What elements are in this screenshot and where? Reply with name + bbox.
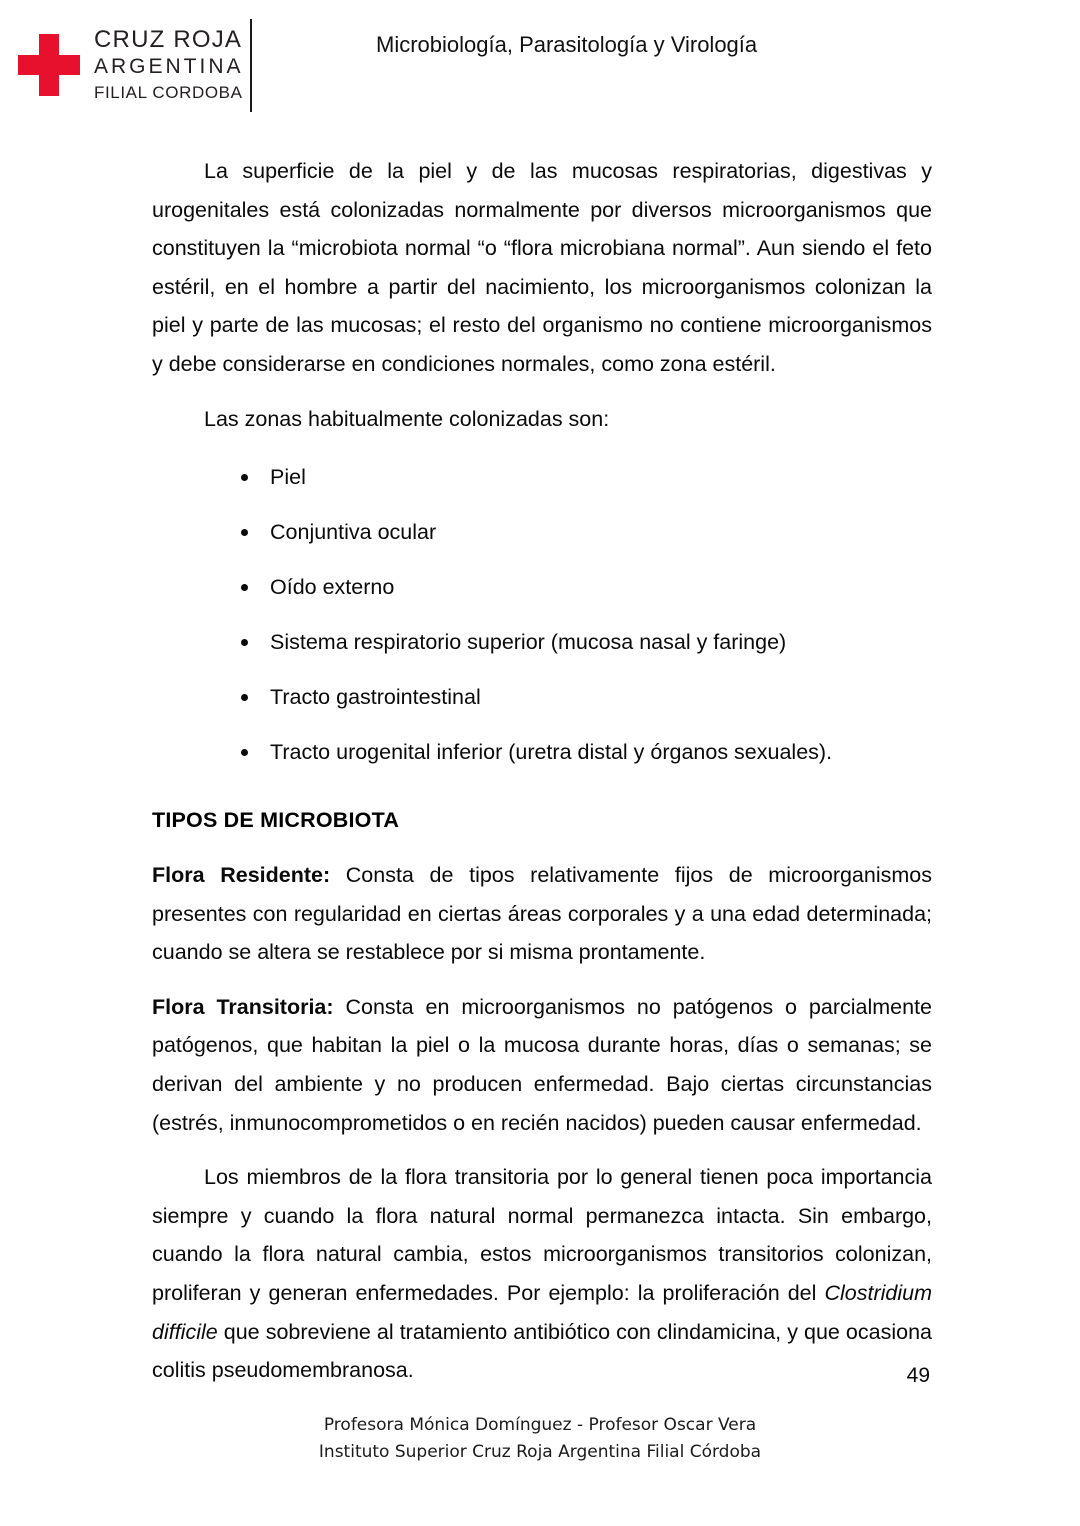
- paragraph-flora-transitoria: [152, 988, 932, 1142]
- page-number: 49: [906, 1364, 930, 1387]
- bullet-icon: [241, 584, 248, 591]
- logo-line-cruz-roja: CRUZ ROJA: [94, 26, 243, 54]
- red-cross-icon: [18, 34, 80, 96]
- paragraph-final-part-2: que sobreviene al tratamiento antibiótico con clindamicina, y que ocasiona colitis pseudomembranosa.: [152, 1319, 932, 1383]
- bullet-icon: [241, 529, 248, 536]
- header-divider: [250, 19, 252, 112]
- spacer: [152, 1142, 932, 1158]
- paragraph-intro: La superficie de la piel y de las mucosas respiratorias, digestivas y urogenitales está colonizadas normalmente por diversos microorganismos que constituyen la “microbiota normal “o “flora microbiana normal”. Aun siendo el feto estéril, en el hombre a partir del nacimiento, los microorganismos colonizan la piel y parte de las mucosas; el resto del organismo no contiene microorganismos y debe considerarse en condiciones normales, como zona estéril.: [152, 159, 932, 376]
- logo-wordmark: [94, 26, 244, 104]
- footer-line-institution: Instituto Superior Cruz Roja Argentina Filial Córdoba: [318, 1442, 762, 1462]
- run-in-label-flora-residente: Flora Residente:: [152, 863, 331, 887]
- spacer: [152, 384, 932, 400]
- list-item-label: Tracto gastrointestinal: [270, 684, 481, 709]
- page-footer: [0, 1412, 1080, 1466]
- spacer: [152, 438, 932, 464]
- bullet-icon: [241, 749, 248, 756]
- paragraph-flora-residente-text: Consta de tipos relativamente fijos de microorganismos presentes con regularidad en ciertas áreas corporales y a una edad determinada; cuando se altera se restablece por si misma prontamente.: [152, 863, 932, 965]
- cruz-roja-logo: [18, 16, 244, 114]
- list-item: [152, 574, 932, 601]
- list-item: [152, 739, 932, 766]
- list-item: [152, 519, 932, 546]
- run-in-label-flora-transitoria: Flora Transitoria:: [152, 994, 334, 1019]
- list-item-label: Conjuntiva ocular: [270, 520, 437, 545]
- bullet-icon: [241, 474, 248, 481]
- list-item: [152, 629, 932, 656]
- header-title: Microbiología, Parasitología y Virología: [376, 32, 758, 57]
- species-name-clostridium-difficile: Clostridium difficile: [152, 1280, 932, 1344]
- paragraph-final-part-1: Los miembros de la flora transitoria por lo general tienen poca importancia siempre y cuando la flora natural normal permanezca intacta. Sin embargo, cuando la flora natural cambia, estos microorganismos transitorios colonizan, proliferan y generan enfermedades. Por ejemplo: la proliferación del: [152, 1165, 932, 1305]
- section-heading-tipos-de-microbiota: TIPOS DE MICROBIOTA: [152, 808, 400, 833]
- list-item-label: Sistema respiratorio superior (mucosa nasal y faringe): [270, 629, 787, 654]
- document-content: [152, 152, 932, 1390]
- logo-line-filial-cordoba: FILIAL CORDOBA: [94, 82, 243, 102]
- red-cross-vertical-bar: [39, 34, 59, 96]
- paragraph-flora-residente: [152, 856, 932, 972]
- bullet-icon: [241, 639, 248, 646]
- list-item-label: Tracto urogenital inferior (uretra distal y órganos sexuales).: [270, 739, 833, 764]
- spacer: [152, 765, 932, 801]
- bullet-icon: [241, 694, 248, 701]
- list-item: [152, 464, 932, 491]
- colonized-zones-list: [152, 464, 932, 765]
- paragraph-flora-transitoria-text: Consta en microorganismos no patógenos o parcialmente patógenos, que habitan la piel o la mucosa durante horas, días o semanas; se derivan del ambiente y no producen enfermedad. Bajo ciertas circunstancias (estrés, inmunocomprometidos o en recién nacidos) pueden causar enfermedad.: [152, 994, 933, 1135]
- paragraph-final: [152, 1158, 932, 1390]
- page-header: [0, 0, 1080, 130]
- footer-line-authors: Profesora Mónica Domínguez - Profesor Oscar Vera: [323, 1415, 757, 1435]
- list-item-label: Piel: [270, 465, 306, 490]
- list-item-label: Oído externo: [270, 574, 395, 599]
- spacer: [152, 972, 932, 988]
- list-item: [152, 684, 932, 711]
- list-intro-line: Las zonas habitualmente colonizadas son:: [204, 406, 610, 431]
- logo-line-argentina: ARGENTINA: [94, 55, 244, 79]
- spacer: [152, 840, 932, 856]
